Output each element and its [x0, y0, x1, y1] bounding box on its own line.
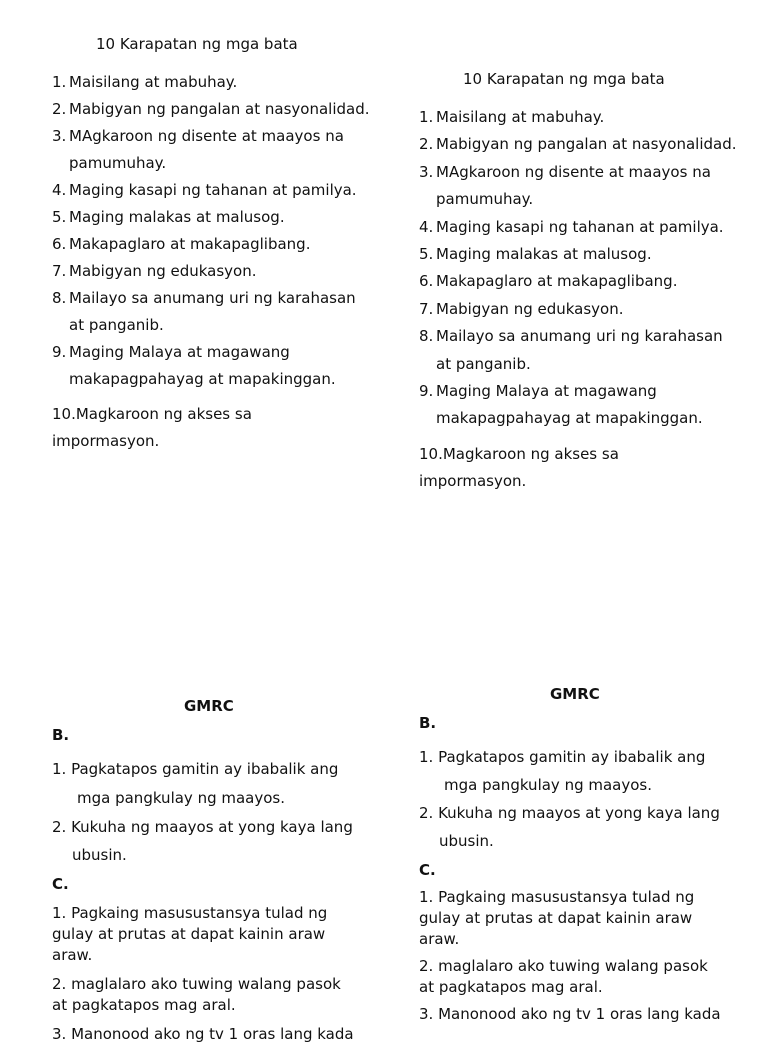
- b-item-1: [52, 755, 357, 813]
- item-text: Mabigyan ng edukasyon.: [436, 299, 624, 318]
- list-item: [419, 268, 741, 295]
- item-number: 2.: [52, 100, 67, 118]
- item-number: 9.: [52, 343, 67, 361]
- list-item: [419, 378, 741, 433]
- rights-title-right: 10 Karapatan ng mga bata: [463, 70, 665, 88]
- b-item-2-line-1: 2. Kukuha ng maayos at yong kaya lang: [52, 818, 353, 836]
- list-item: [52, 204, 374, 231]
- list-item: [419, 323, 741, 378]
- item-text: Mabigyan ng edukasyon.: [69, 262, 257, 280]
- list-item: [52, 339, 374, 393]
- item-text: Mailayo sa anumang uri ng karahasan at panganib.: [69, 289, 356, 334]
- list-item: [52, 69, 374, 96]
- rights-item-10: [52, 401, 374, 455]
- item-number: 5.: [419, 245, 434, 264]
- item-number: 9.: [419, 382, 434, 401]
- item-10-line-2: impormasyon.: [419, 472, 527, 491]
- item-text: Maisilang at mabuhay.: [436, 108, 605, 126]
- section-b-label: B.: [419, 714, 437, 732]
- list-item: [419, 241, 741, 268]
- item-number: 2.: [419, 135, 434, 154]
- list-item: [52, 177, 374, 204]
- item-text: Mabigyan ng pangalan at nasyonalidad.: [69, 100, 370, 118]
- item-10-line-1: 10.Magkaroon ng akses sa: [52, 405, 252, 423]
- item-text: Makapaglaro at makapaglibang.: [436, 272, 678, 291]
- item-text: Mabigyan ng pangalan at nasyonalidad.: [436, 135, 737, 154]
- b-item-2: [419, 799, 724, 855]
- item-text: Maging malakas at malusog.: [436, 245, 652, 264]
- item-number: 8.: [419, 327, 434, 346]
- section-c-label: C.: [52, 875, 69, 893]
- item-text: Maging Malaya at magawang makapagpahayag at mapakinggan.: [436, 382, 703, 428]
- item-number: 8.: [52, 289, 67, 307]
- b-item-2: [52, 813, 357, 869]
- c-item-1: 1. Pagkaing masusustansya tulad ng gulay at prutas at dapat kainin araw araw.: [419, 888, 695, 948]
- b-item-2-line-2: ubusin.: [439, 832, 494, 850]
- item-number: 6.: [52, 235, 67, 253]
- b-item-1-line-2: mga pangkulay ng maayos.: [77, 789, 286, 807]
- rights-items-left: [52, 69, 374, 393]
- rights-title-left: 10 Karapatan ng mga bata: [96, 35, 298, 53]
- item-text: Maging Malaya at magawang makapagpahayag at mapakinggan.: [69, 343, 336, 388]
- item-number: 6.: [419, 272, 434, 291]
- item-number: 5.: [52, 208, 67, 226]
- item-number: 3.: [52, 127, 67, 145]
- c-item-2: 2. maglalaro ako tuwing walang pasok at pagkatapos mag aral.: [52, 975, 341, 1014]
- b-item-1-line-2: mga pangkulay ng maayos.: [444, 776, 653, 794]
- list-item: [52, 123, 374, 177]
- rights-list-right: [419, 104, 741, 496]
- list-item: [419, 296, 741, 323]
- list-item: [419, 131, 741, 158]
- item-10-line-2: impormasyon.: [52, 432, 160, 450]
- item-10-line-1: 10.Magkaroon ng akses sa: [419, 444, 619, 463]
- rights-list-left: [52, 69, 374, 455]
- list-item: [419, 214, 741, 241]
- list-item: [52, 285, 374, 339]
- item-number: 4.: [52, 181, 67, 199]
- list-item: [419, 159, 741, 214]
- item-text: Makapaglaro at makapaglibang.: [69, 235, 311, 253]
- b-item-2-line-1: 2. Kukuha ng maayos at yong kaya lang: [419, 804, 720, 822]
- rights-items-right: [419, 104, 741, 433]
- item-number: 7.: [52, 262, 67, 280]
- b-item-1: [419, 743, 724, 799]
- list-item: [52, 231, 374, 258]
- item-text: Mailayo sa anumang uri ng karahasan at panganib.: [436, 327, 723, 373]
- rights-item-10: [419, 441, 741, 496]
- c-item-1: 1. Pagkaing masusustansya tulad ng gulay at prutas at dapat kainin araw araw.: [52, 904, 328, 964]
- gmrc-title-left: GMRC: [184, 697, 234, 715]
- item-number: 1.: [52, 73, 67, 91]
- item-number: 4.: [419, 217, 434, 236]
- b-item-1-line-1: 1. Pagkatapos gamitin ay ibabalik ang: [419, 748, 706, 766]
- item-text: Maisilang at mabuhay.: [69, 73, 238, 91]
- item-text: Maging malakas at malusog.: [69, 208, 285, 226]
- c-item-3: 3. Manonood ako ng tv 1 oras lang kada: [419, 1005, 721, 1023]
- item-text: MAgkaroon ng disente at maayos na pamumuhay.: [69, 127, 344, 172]
- item-number: 3.: [419, 162, 434, 181]
- b-item-2-line-2: ubusin.: [72, 846, 127, 864]
- list-item: [52, 96, 374, 123]
- c-item-2: 2. maglalaro ako tuwing walang pasok at pagkatapos mag aral.: [419, 957, 708, 996]
- c-item-3: 3. Manonood ako ng tv 1 oras lang kada: [52, 1025, 354, 1043]
- item-text: Maging kasapi ng tahanan at pamilya.: [69, 181, 357, 199]
- item-number: 7.: [419, 299, 434, 318]
- item-number: 1.: [419, 108, 434, 126]
- item-text: MAgkaroon ng disente at maayos na pamumuhay.: [436, 162, 711, 209]
- list-item: [52, 258, 374, 285]
- gmrc-section-left: [52, 725, 357, 1045]
- section-c-label: C.: [419, 861, 436, 879]
- list-item: [419, 104, 741, 131]
- section-b-label: B.: [52, 726, 70, 744]
- gmrc-title-right: GMRC: [550, 685, 600, 703]
- gmrc-section-right: [419, 713, 724, 1025]
- item-text: Maging kasapi ng tahanan at pamilya.: [436, 217, 724, 236]
- b-item-1-line-1: 1. Pagkatapos gamitin ay ibabalik ang: [52, 760, 339, 778]
